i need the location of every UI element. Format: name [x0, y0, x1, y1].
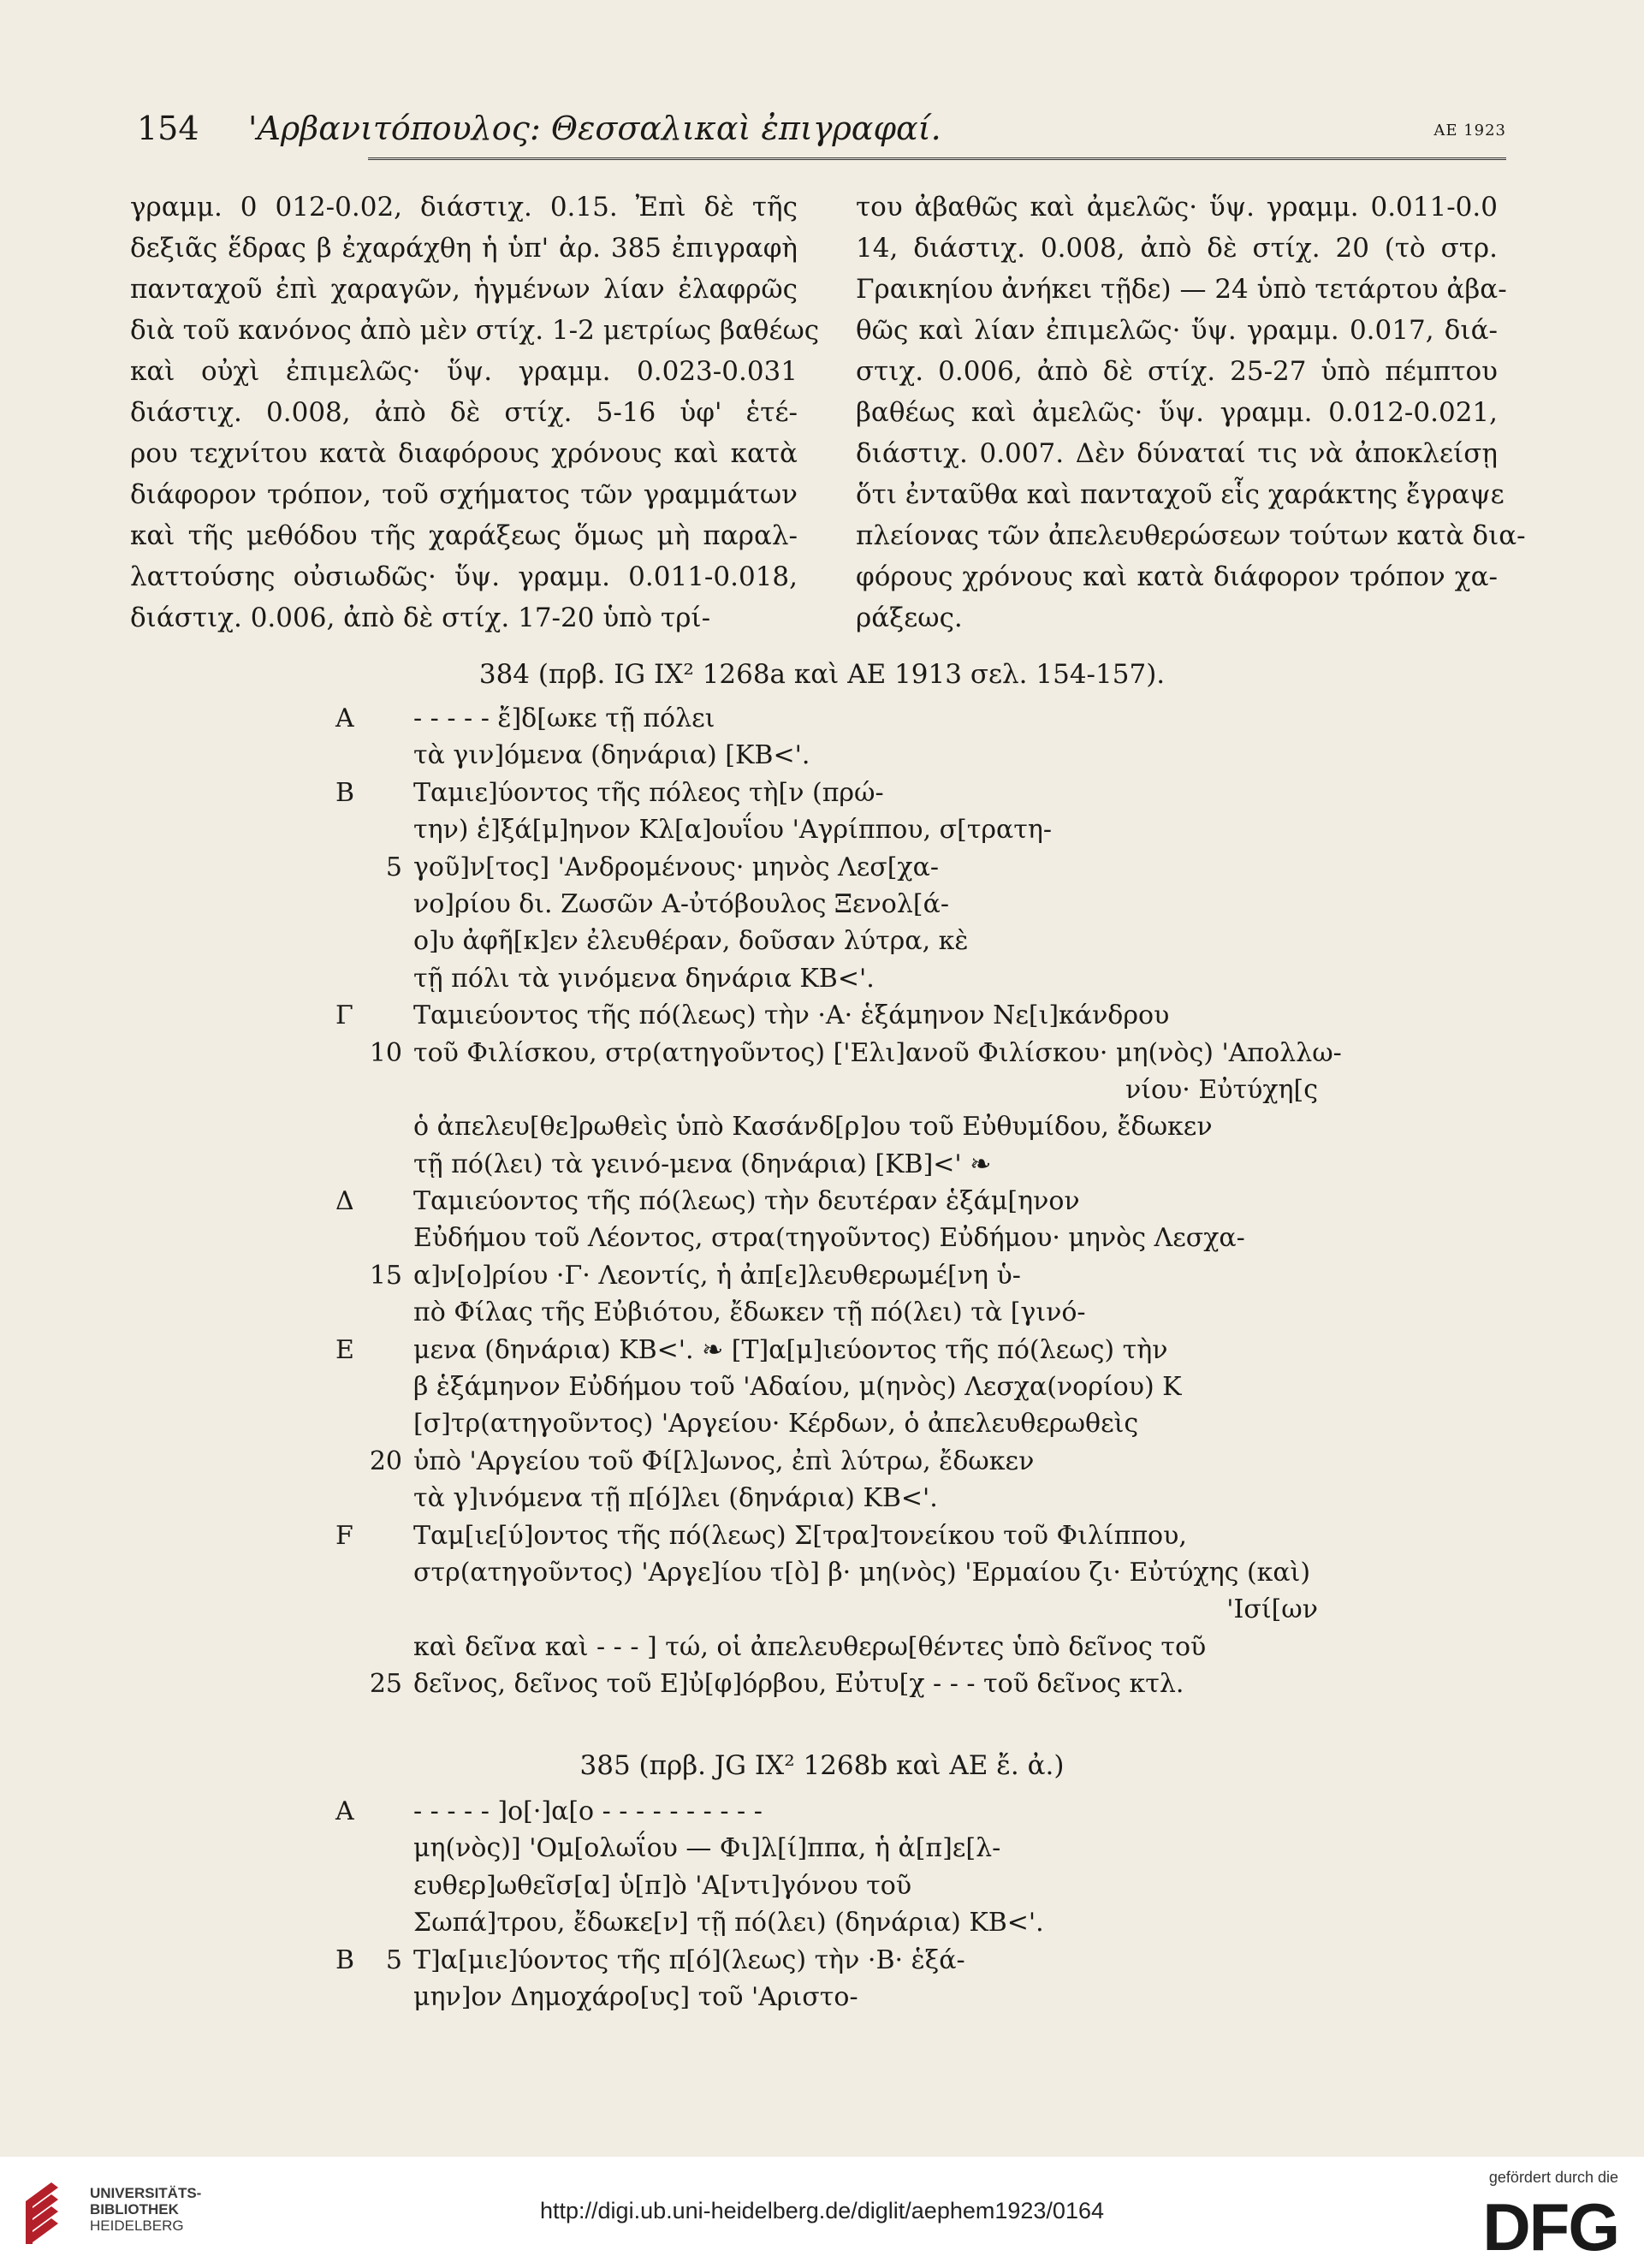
inscription-text: τῇ πόλι τὰ γινόμενα δηνάρια ΚΒ<'. — [413, 963, 875, 994]
inscription-line — [0, 1294, 1318, 1331]
inscription-text: πὸ Φίλας τῆς Εὐβιότου, ἔδωκεν τῇ πό(λει) τὰ [γινό- — [413, 1297, 1086, 1328]
text-line: φόρους χρόνους καὶ κατὰ διάφορον τρόπον χα- — [856, 561, 1498, 592]
inscription-line — [0, 737, 1318, 774]
inscription-line — [0, 1443, 1318, 1480]
inscription-text: Ταμιεύοντος τῆς πό(λεως) τὴν ·Α· ἑξάμηνον Νε[ι]κάνδρου — [413, 1000, 1170, 1031]
inscription-line — [0, 886, 1318, 923]
inscription-line — [0, 997, 1318, 1034]
text-line: βαθέως καὶ ἀμελῶς· ὕψ. γραμμ. 0.012-0.021, — [856, 397, 1498, 428]
text-line: γραμμ. 0 012-0.02, διάστιχ. 0.15. Ἐπὶ δὲ τῆς — [130, 192, 798, 223]
funding-label: gefördert durch die — [1488, 2169, 1618, 2186]
inscription-line — [0, 1517, 1318, 1554]
inscription-text: ευθερ]ωθεῖσ[α] ὑ[π]ὸ 'Α[ντι]γόνου τοῦ — [413, 1870, 912, 1901]
inscription-text: Ταμ[ιε[ύ]οντος τῆς πό(λεως) Σ[τρα]τονείκου τοῦ Φιλίππου, — [413, 1520, 1187, 1551]
line-number: 5 — [385, 1944, 402, 1975]
inscription-text: Ταμιεύοντος τῆς πό(λεως) τὴν δευτέραν ἑξάμ[ηνον — [413, 1186, 1080, 1217]
inscription-text: α]ν[ο]ρίου ·Γ· Λεοντίς, ἡ ἀπ[ε]λευθερωμέ[νη ὑ- — [413, 1260, 1021, 1291]
line-number: 5 — [385, 852, 402, 882]
text-line: διάστιχ. 0.006, ἀπὸ δὲ στίχ. 17-20 ὑπὸ τρί- — [130, 603, 711, 633]
inscription-text: μην]ον Δημοχάρο[υς] τοῦ 'Αριστο- — [413, 1981, 858, 2012]
text-line: ρου τεχνίτου κατὰ διαφόρους χρόνους καὶ κατὰ — [130, 438, 798, 469]
inscription-line — [0, 1072, 1318, 1108]
journal-label: ΑΕ 1923 — [1433, 122, 1506, 140]
inscription-text: - - - - - ]ο[·]α[ο - - - - - - - - - - — [413, 1796, 763, 1826]
inscription-384-title: 384 (πρβ. IG IX² 1268a καὶ ΑΕ 1913 σελ. 154-157). — [478, 659, 1166, 690]
inscription-text: β ἑξάμηνον Εὐδήμου τοῦ 'Αδαίου, μ(ηνὸς) Λεσχα(νορίου) Κ — [413, 1372, 1182, 1403]
library-name: UNIVERSITÄTS- BIBLIOTHEK HEIDELBERG — [90, 2185, 202, 2234]
inscription-line — [0, 1830, 1318, 1867]
inscription-line — [0, 923, 1318, 959]
inscription-line — [0, 1146, 1318, 1183]
inscription-line — [0, 1108, 1318, 1145]
inscription-text: καὶ δεῖνα καὶ - - - ] τώ, οἱ ἀπελευθερω[θέντες ὑπὸ δεῖνος τοῦ — [413, 1631, 1207, 1662]
text-line: καὶ τῆς μεθόδου τῆς χαράξεως ὅμως μὴ παραλ- — [130, 520, 798, 551]
inscription-text: Σωπά]τρου, ἔδωκε[ν] τῇ πό(λει) (δηνάρια) ΚΒ<'. — [413, 1908, 1044, 1938]
text-line: πλείονας τῶν ἀπελευθερώσεων τούτων κατὰ δια- — [856, 520, 1526, 551]
inscription-text: δεῖνος, δεῖνος τοῦ Ε]ὐ[φ]όρβου, Εὐτυ[χ - - - τοῦ δεῖνος κτλ. — [413, 1669, 1184, 1700]
inscription-text: τὰ γιν]όμενα (δηνάρια) [ΚΒ<'. — [413, 740, 810, 771]
inscription-line — [0, 1257, 1318, 1294]
section-letter: A — [335, 704, 354, 733]
inscription-line — [0, 1554, 1318, 1591]
inscription-line — [0, 1220, 1318, 1256]
inscription-text: μενα (δηνάρια) ΚΒ<'. ❧ [Τ]α[μ]ιεύοντος τῆς πό(λεως) τὴν — [413, 1334, 1168, 1365]
inscription-text: - - - - - ἔ]δ[ωκε τῇ πόλει — [413, 704, 715, 733]
inscription-line — [0, 849, 1318, 886]
inscription-text: Τ]α[μιε]ύοντος τῆς π[ό](λεως) τὴν ·Β· ἑξά- — [413, 1944, 965, 1975]
source-url-link[interactable]: http://digi.ub.uni-heidelberg.de/diglit/aephem1923/0164 — [540, 2198, 1104, 2223]
inscription-text: μη(νὸς)] 'Ομ[ολωΐου — Φι]λ[ί]ππα, ἡ ἀ[π]ε[λ- — [413, 1833, 1001, 1864]
inscription-text: ο]υ ἀφῆ[κ]εν ἐλευθέραν, δοῦσαν λύτρα, κὲ — [413, 926, 969, 957]
inscription-text: ὁ ἀπελευ[θε]ρωθεὶς ὑπὸ Κασάνδ[ρ]ου τοῦ Εὐθυμίδου, ἔδωκεν — [413, 1112, 1213, 1143]
line-number: 15 — [369, 1260, 402, 1291]
section-letter: B — [335, 777, 355, 808]
inscription-line — [0, 1369, 1318, 1405]
text-line: ράξεως. — [856, 603, 963, 633]
inscription-line — [0, 1035, 1342, 1072]
text-line: διὰ τοῦ κανόνος ἀπὸ μὲν στίχ. 1-2 μετρίως βαθέως — [130, 315, 820, 346]
inscription-text: Εὐδήμου τοῦ Λέοντος, στρα(τηγοῦντος) Εὐδήμου· μηνὸς Λεσχα- — [413, 1223, 1245, 1254]
inscription-line — [0, 960, 1318, 997]
inscription-text: γοῦ]ν[τος] 'Ανδρομένους· μηνὸς Λεσ[χα- — [413, 852, 940, 882]
text-line: Γραικηίου ἀνήκει τῇδε) — 24 ὑπὸ τετάρτου ἀβα- — [856, 274, 1507, 305]
text-line: διάφορον τρόπον, τοῦ σχήματος τῶν γραμμάτων — [130, 479, 798, 510]
inscription-text: τὰ γ]ινόμενα τῇ π[ό]λει (δηνάρια) ΚΒ<'. — [413, 1483, 938, 1514]
section-letter: Γ — [335, 1000, 353, 1031]
inscription-text: ὑπὸ 'Αργείου τοῦ Φί[λ]ωνος, ἐπὶ λύτρω, ἔδωκεν — [413, 1446, 1035, 1476]
line-number: 20 — [369, 1446, 402, 1476]
text-line: δεξιᾶς ἕδρας β ἐχαράχθη ἡ ὑπ' ἀρ. 385 ἐπιγραφὴ — [130, 233, 798, 264]
text-line: του ἀβαθῶς καὶ ἀμελῶς· ὕψ. γραμμ. 0.011-0.0 — [856, 192, 1498, 223]
text-line: διάστιχ. 0.008, ἀπὸ δὲ στίχ. 5-16 ὑφ' ἑτέ- — [130, 397, 798, 428]
inscription-line — [0, 1979, 1318, 2016]
line-number: 25 — [369, 1669, 402, 1700]
inscription-385-title: 385 (πρβ. JG IX² 1268b καὶ ΑΕ ἔ. ἀ.) — [579, 1750, 1065, 1781]
section-letter: F — [335, 1520, 353, 1551]
text-line: 14, διάστιχ. 0.008, ἀπὸ δὲ στίχ. 20 (τὸ στρ. — [856, 233, 1498, 264]
inscription-text: νο]ρίου δι. Ζωσῶν Α-ὐτόβουλος Ξενολ[ά- — [413, 888, 949, 919]
inscription-line — [0, 700, 1318, 737]
running-header — [137, 110, 1506, 152]
running-title: 'Αρβανιτόπουλος: Θεσσαλικαὶ ἐπιγραφαί. — [248, 110, 941, 147]
inscription-text: [σ]τρ(ατηγοῦντος) 'Αργείου· Κέρδων, ὁ ἀπελευθερωθεὶς — [413, 1409, 1139, 1440]
inscription-line — [0, 1793, 1318, 1830]
text-line: καὶ οὐχὶ ἐπιμελῶς· ὕψ. γραμμ. 0.023-0.031 — [130, 356, 798, 387]
inscription-line — [0, 1867, 1318, 1904]
right-column-text — [856, 187, 1526, 638]
inscription-384-text — [0, 700, 1342, 1703]
inscription-text: την) ἑ]ξά[μ]ηνον Κλ[α]ουΐου 'Αγρίππου, σ[τρατη- — [413, 815, 1053, 846]
left-column-text — [130, 187, 820, 638]
inscription-line — [0, 1480, 1318, 1517]
section-letter: A — [335, 1796, 354, 1826]
section-letter: Δ — [335, 1186, 354, 1217]
inscription-line — [0, 1629, 1318, 1665]
inscription-line — [0, 1405, 1318, 1442]
footer-bar — [0, 2157, 1644, 2268]
text-line: διάστιχ. 0.007. Δὲν δύναταί τις νὰ ἀποκλείσῃ — [856, 438, 1498, 469]
inscription-line — [0, 1332, 1318, 1369]
text-line: λαττούσης οὐσιωδῶς· ὕψ. γραμμ. 0.011-0.018, — [130, 561, 798, 592]
inscription-line — [0, 811, 1318, 848]
section-letter: E — [335, 1334, 354, 1365]
inscription-line — [0, 1942, 1318, 1979]
inscription-text: τοῦ Φιλίσκου, στρ(ατηγοῦντος) ['Ελι]ανοῦ Φιλίσκου· μη(νὸς) 'Απολλω- — [413, 1037, 1342, 1068]
text-line: θῶς καὶ λίαν ἐπιμελῶς· ὕψ. γραμμ. 0.017, διά- — [856, 315, 1498, 346]
text-line: στιχ. 0.006, ἀπὸ δὲ στίχ. 25-27 ὑπὸ πέμπτου — [856, 356, 1498, 387]
inscription-line — [0, 1904, 1318, 1941]
text-line: πανταχοῦ ἐπὶ χαραγῶν, ἡγμένων λίαν ἐλαφρῶς — [130, 274, 798, 305]
inscription-text: νίου· Εὐτύχη[ς — [1125, 1074, 1318, 1105]
inscription-text: στρ(ατηγοῦντος) 'Αργε]ίου τ[ὸ] β· μη(νὸς) 'Ερμαίου ζι· Εὐτύχης (καὶ) — [413, 1557, 1311, 1588]
inscription-385-text — [0, 1793, 1318, 2016]
inscription-text: Ταμιε]ύοντος τῆς πόλεος τὴ[ν (πρώ- — [413, 777, 884, 808]
inscription-line — [0, 775, 1318, 811]
inscription-text: τῇ πό(λει) τὰ γεινό-μενα (δηνάρια) [ΚΒ]<' ❧ — [413, 1149, 992, 1179]
header-rule — [368, 157, 1506, 160]
line-number: 10 — [369, 1037, 402, 1068]
dfg-logo: DFG — [1482, 2189, 1618, 2265]
inscription-text: 'Ισί[ων — [1226, 1594, 1318, 1625]
text-line: ὅτι ἐνταῦθα καὶ πανταχοῦ εἷς χαράκτης ἔγραψε — [856, 479, 1505, 510]
inscription-line — [0, 1665, 1318, 1702]
page-number: 154 — [137, 110, 199, 147]
section-letter: B — [335, 1944, 355, 1975]
inscription-line — [0, 1591, 1318, 1628]
inscription-line — [0, 1183, 1318, 1220]
